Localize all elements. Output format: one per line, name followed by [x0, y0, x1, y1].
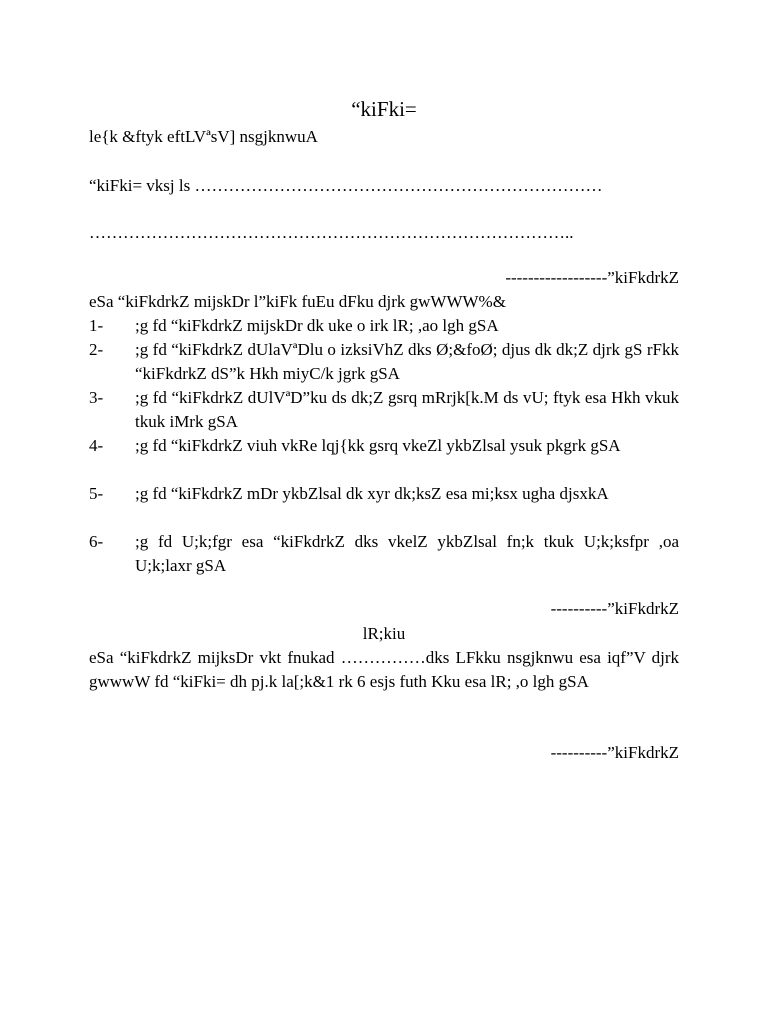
item-text: ;g fd U;k;fgr esa “kiFkdrkZ dks vkelZ ykbZlsal fn;k tkuk U;k;ksfpr ,oa U;k;laxr gSA: [135, 532, 679, 575]
item-number: 6-: [89, 532, 104, 551]
item-number: 4-: [89, 436, 104, 455]
item-text: ;g fd “kiFkdrkZ dUlaVªDlu o izksiVhZ dks Ø;&foØ; djus dk dk;Z djrk gS rFkk “kiFkdrkZ dS”k Hkh miyC/k jgrk gSA: [135, 340, 679, 383]
item-number: 1-: [89, 316, 104, 335]
item-text: ;g fd “kiFkdrkZ dUlVªD”ku ds dk;Z gsrq mRrjk[k.M ds vU; ftyk esa Hkh vkuk tkuk iMrk gSA: [135, 388, 679, 431]
blank-fill-line: …………………………………………………………………………..: [89, 223, 574, 242]
item-text: ;g fd “kiFkdrkZ mDr ykbZlsal dk xyr dk;ksZ esa mi;ksx ugha djsxkA: [135, 484, 609, 503]
item-number: 2-: [89, 340, 104, 359]
signature-line-top: ------------------”kiFkdrkZ: [505, 268, 679, 287]
affidavit-by-line: “kiFki= vksj ls ………………………………………………………………: [89, 176, 603, 195]
item-text: ;g fd “kiFkdrkZ mijskDr dk uke o irk lR; ,ao lgh gSA: [135, 316, 499, 335]
document-title: “kiFki=: [351, 97, 417, 121]
signature-line-bottom: ----------”kiFkdrkZ: [550, 743, 679, 762]
item-number: 3-: [89, 388, 104, 407]
item-text: ;g fd “kiFkdrkZ viuh vkRe lqj{kk gsrq vkeZl ykbZlsal ysuk pkgrk gSA: [135, 436, 621, 455]
document-subtitle: le{k &ftyk eftLVªsV] nsgjknwuA: [89, 127, 318, 146]
intro-statement: eSa “kiFkdrkZ mijskDr l”kiFk fuEu dFku djrk gwWWW%&: [89, 292, 506, 311]
affidavit-page: [89, 0, 679, 1024]
item-number: 5-: [89, 484, 104, 503]
signature-line-middle: ----------”kiFkdrkZ: [550, 599, 679, 618]
verification-heading: lR;kiu: [362, 624, 406, 643]
verification-text: eSa “kiFkdrkZ mijksDr vkt fnukad ……………dks LFkku nsgjknwu esa iqf”V djrk gwwwW fd “kiFki= dh pj.k la[;k&1 rk 6 esjs futh Kku esa lR; ,o lgh gSA: [89, 648, 679, 691]
